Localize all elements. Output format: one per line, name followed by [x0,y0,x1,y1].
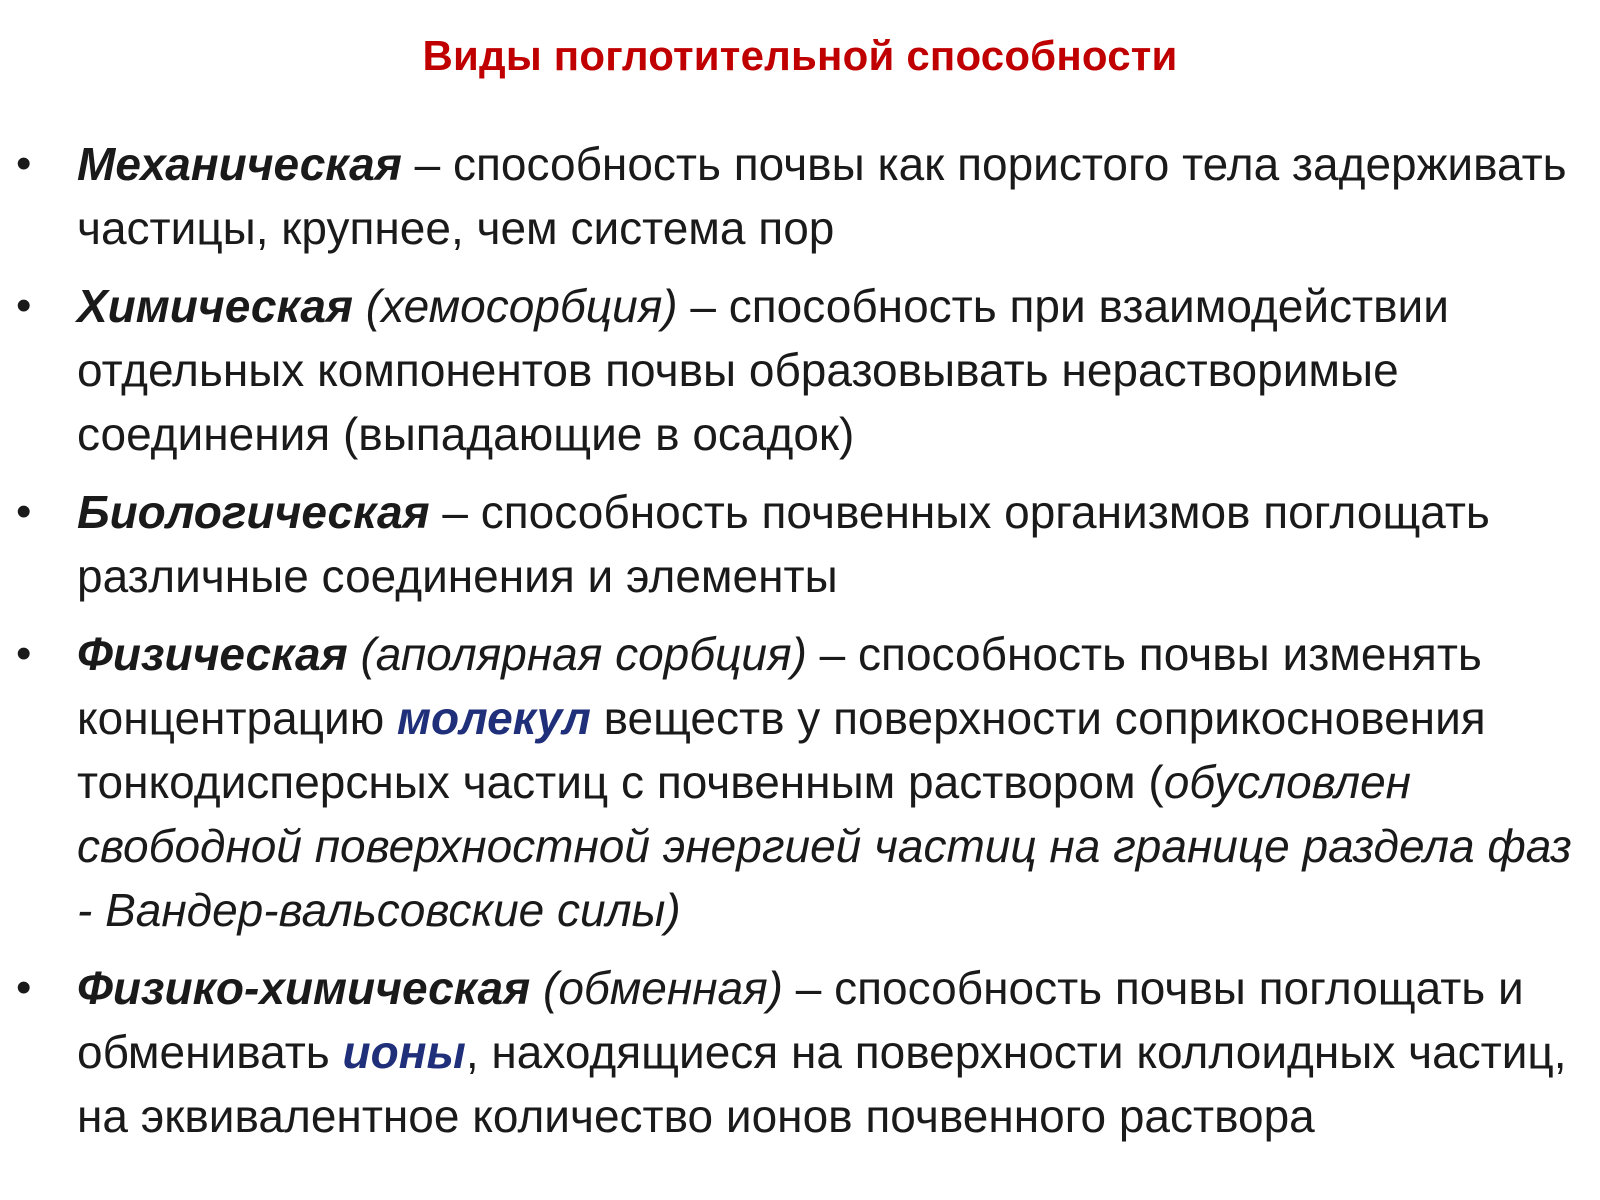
bullet-icon: • [16,139,32,188]
synonym-physicochemical: (обменная) [530,962,783,1014]
term-mechanical: Механическая [77,138,402,190]
definition-physical-part1: – способность почвы изменять концентрацию [77,628,1482,744]
definition-physicochemical-part2: , находящиеся на поверхности коллоидных частиц, на эквивалентное количество ионов почвенного раствора [77,1026,1567,1142]
bullet-icon: • [16,963,32,1012]
definition-biological: – способность почвенных организмов поглощать различные соединения и элементы [77,486,1490,602]
bullet-icon: • [16,487,32,536]
list-item-physicochemical [0,956,1600,1148]
definition-mechanical: – способность почвы как пористого тела задерживать частицы, крупнее, чем система пор [77,138,1567,254]
highlight-molecules: молекул [397,692,591,744]
list-item-chemical [0,274,1600,466]
list-item-physical [0,622,1600,942]
note-physical: обусловлен свободной поверхностной энергией частиц на границе раздела фаз - Вандер-вальсовские силы) [77,756,1572,936]
term-chemical: Химическая [77,280,353,332]
definition-chemical: – способность при взаимодействии отдельных компонентов почвы образовывать нерастворимые соединения (выпадающие в осадок) [77,280,1449,460]
synonym-chemical: (хемосорбция) [353,280,678,332]
bullet-icon: • [16,281,32,330]
absorption-types-list [0,132,1600,1162]
term-physicochemical: Физико-химическая [77,962,531,1014]
term-physical: Физическая [77,628,348,680]
page-title: Виды поглотительной способности [422,32,1178,79]
list-item-biological [0,480,1600,608]
definition-physicochemical-part1: – способность почвы поглощать и обменивать [77,962,1524,1078]
term-biological: Биологическая [77,486,430,538]
definition-physical-part2: веществ у поверхности соприкосновения тонкодисперсных частиц с почвенным раствором ( [77,692,1486,808]
bullet-icon: • [16,629,32,678]
synonym-physical: (аполярная сорбция) [347,628,807,680]
highlight-ions: ионы [342,1026,466,1078]
list-item-mechanical [0,132,1600,260]
